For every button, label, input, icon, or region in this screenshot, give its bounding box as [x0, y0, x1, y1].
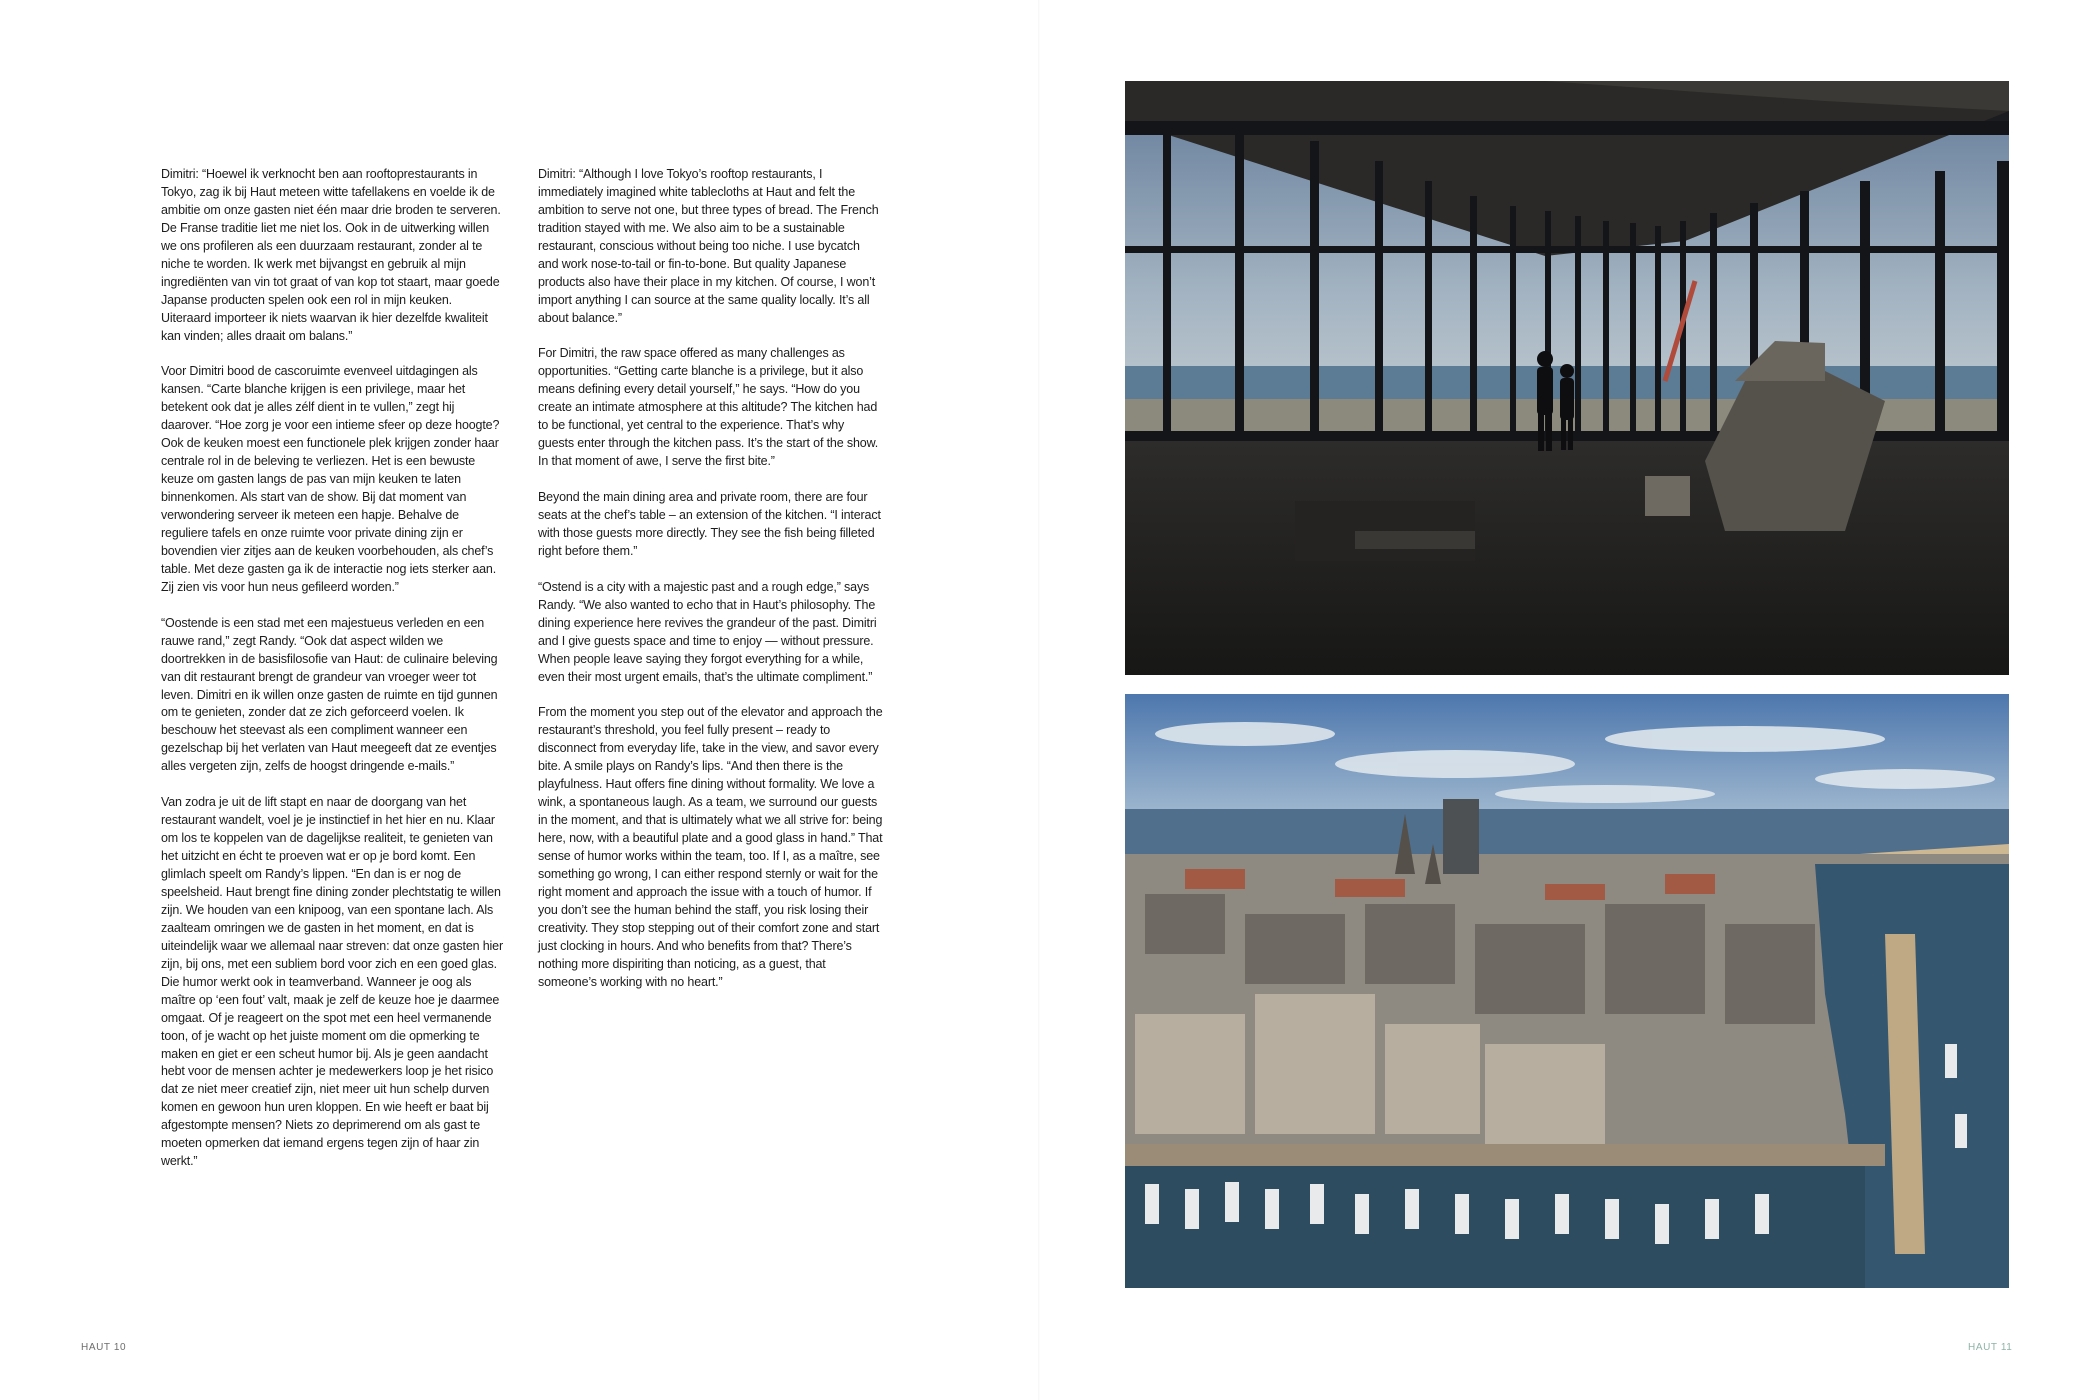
english-paragraph-1: Dimitri: “Although I love Tokyo’s rooftop restaurants, I immediately imagined white tablecloths at Haut and felt the ambition to serve not one, but three types of bread. The French tradition stayed with me. We also aim to be a sustainable restaurant, conscious without being too niche. I use bycatch and work nose-to-tail or fin-to-bone. But quality Japanese products also have their place in my kitchen. Of course, I won’t import anything I can source at the same quality locally. It’s all about balance.” [538, 167, 879, 325]
dutch-paragraph-4: Van zodra je uit de lift stapt en naar de doorgang van het restaurant wandelt, voel je je instinctief in het hier en nu. Klaar om los te koppelen van de dagelijkse realiteit, te genieten van het uitzicht en écht te proeven wat er op je bord komt. Een glimlach speelt om Randy’s lippen. “En dan is er nog de speelsheid. Haut brengt fine dining zonder plechtstatig te willen zijn. We houden van een knipoog, van een spontane lach. Als zaalteam omringen we de gasten in het moment, en dat is uiteindelijk waar we allemaal naar streven: dat onze gasten hier zijn, bij ons, met een subliem bord voor zich en een goed glas. Die humor werkt ook in teamverband. Wanneer je oog als maître op ‘een fout’ valt, maak je zelf de keuze hoe je daarmee omgaat. Of je reageert on the spot met een heel vermanende toon, of je wacht op het juiste moment om die opmerking te maken en giet er een scheut humor bij. Als je geen aandacht hebt voor de mensen achter je medewerkers loop je het risico dat ze niet meer creatief zijn, niet meer uit hun schelp durven komen en gewoon hun uren kloppen. En wie heeft er baat bij afgestompte mensen? Niets zo deprimerend om als gast te moeten opmerken dat iemand ergens tegen zijn of haar zin werkt.” [161, 795, 503, 1169]
english-paragraph-4: “Ostend is a city with a majestic past and a rough edge,” says Randy. “We also wanted to echo that in Haut’s philosophy. The dining experience here revives the grandeur of the past. Dimitri and I give guests space and time to enjoy — without pressure. When people leave saying they forgot everything for a while, even their most urgent emails, that’s the ultimate compliment.” [538, 579, 877, 684]
dutch-paragraph-2: Voor Dimitri bood de cascoruimte evenveel uitdagingen als kansen. “Carte blanche krijgen is een privilege, maar het betekent ook dat je alles zélf dient in te vullen,” zegt hij daarover. “Hoe zorg je voor een intieme sfeer op deze hoogte? Ook de keuken moest een functionele plek krijgen zonder haar centrale rol in de beleving te verliezen. Het is een bewuste keuze om gasten langs de pas van mijn keuken te laten binnenkomen. Als start van de show. Bij dat moment van verwondering serveer ik meteen een hapje. Behalve de reguliere tafels en onze ruimte voor private dining zijn er bovendien vier zitjes aan de keuken voorbehouden, als chef’s table. Met deze gasten ga ik de interactie nog iets sterker aan. Zij zien vis voor hun neus gefileerd worden.” [161, 364, 500, 594]
interior-photo-illustration [1125, 81, 2009, 675]
aerial-photo-illustration [1125, 694, 2009, 1288]
dutch-paragraph-3: “Oostende is een stad met een majestueus verleden en een rauwe rand,” zegt Randy. “Ook dat aspect wilden we doortrekken in de basisfilosofie van Haut: de culinaire beleving van dit restaurant brengt de grandeur van vroeger weer tot leven. Dimitri en ik willen onze gasten de ruimte en tijd gunnen om te genieten, zonder dat ze zich geforceerd voelen. Ik beschouw het steevast als een compliment wanneer een gezelschap bij het verlaten van Haut meegeeft dat ze eventjes alles vergeten zijn, zelfs de hoogst dringende e-mails.” [161, 615, 498, 774]
interior-construction-photo [1125, 81, 2009, 675]
dutch-text-column [161, 166, 505, 1189]
ostend-aerial-photo [1125, 694, 2009, 1288]
left-page-folio: HAUT 10 [81, 1342, 127, 1353]
english-paragraph-5: From the moment you step out of the elevator and approach the restaurant’s threshold, you feel fully present – ready to disconnect from everyday life, take in the view, and savor every bite. A smile plays on Randy’s lips. “And then there is the playfulness. Haut offers fine dining without formality. We love a wink, a spontaneous laugh. As a team, we surround our guests in the moment, and that is ultimately what we all strive for: being here, now, with a beautiful plate and a good glass in hand.” That sense of humor works within the team, too. If I, as a maître, see something go wrong, I can either respond sternly or wait for the right moment and approach the issue with a touch of humor. If you don’t see the human behind the staff, you risk losing their creativity. They stop stepping out of their comfort zone and start just clocking in hours. And who benefits from that? There’s nothing more dispiriting than noticing, as a guest, that someone’s working with no heart.” [538, 705, 883, 989]
right-page-folio: HAUT 11 [1968, 1342, 2013, 1353]
dutch-paragraph-1: Dimitri: “Hoewel ik verknocht ben aan rooftoprestaurants in Tokyo, zag ik bij Haut meteen witte tafellakens en voelde ik de ambitie om onze gasten niet één maar drie broden te serveren. De Franse traditie liet me niet los. Ook in de uitwerking willen we ons profileren als een duurzaam restaurant, zonder al te niche te worden. Ik werk met bijvangst en gebruik al mijn ingrediënten van vin tot graat of van kop tot staart, maar goede Japanse producten spelen ook een rol in mijn keuken. Uiteraard importeer ik niets waarvan ik hier dezelfde kwaliteit kan vinden; alles draait om balans.” [161, 167, 501, 343]
spine-gutter [1038, 0, 1040, 1400]
english-paragraph-2: For Dimitri, the raw space offered as many challenges as opportunities. “Getting carte blanche is a privilege, but it also means defining every detail yourself,” he says. “How do you create an intimate atmosphere at this altitude? The kitchen had to be functional, yet central to the experience. That’s why guests enter through the kitchen pass. It’s the start of the show. In that moment of awe, I serve the first bite.” [538, 346, 879, 469]
english-paragraph-3: Beyond the main dining area and private room, there are four seats at the chef’s table – an extension of the kitchen. “I interact with those guests more directly. They see the fish being filleted right before them.” [538, 490, 881, 558]
english-text-column [538, 166, 883, 1009]
